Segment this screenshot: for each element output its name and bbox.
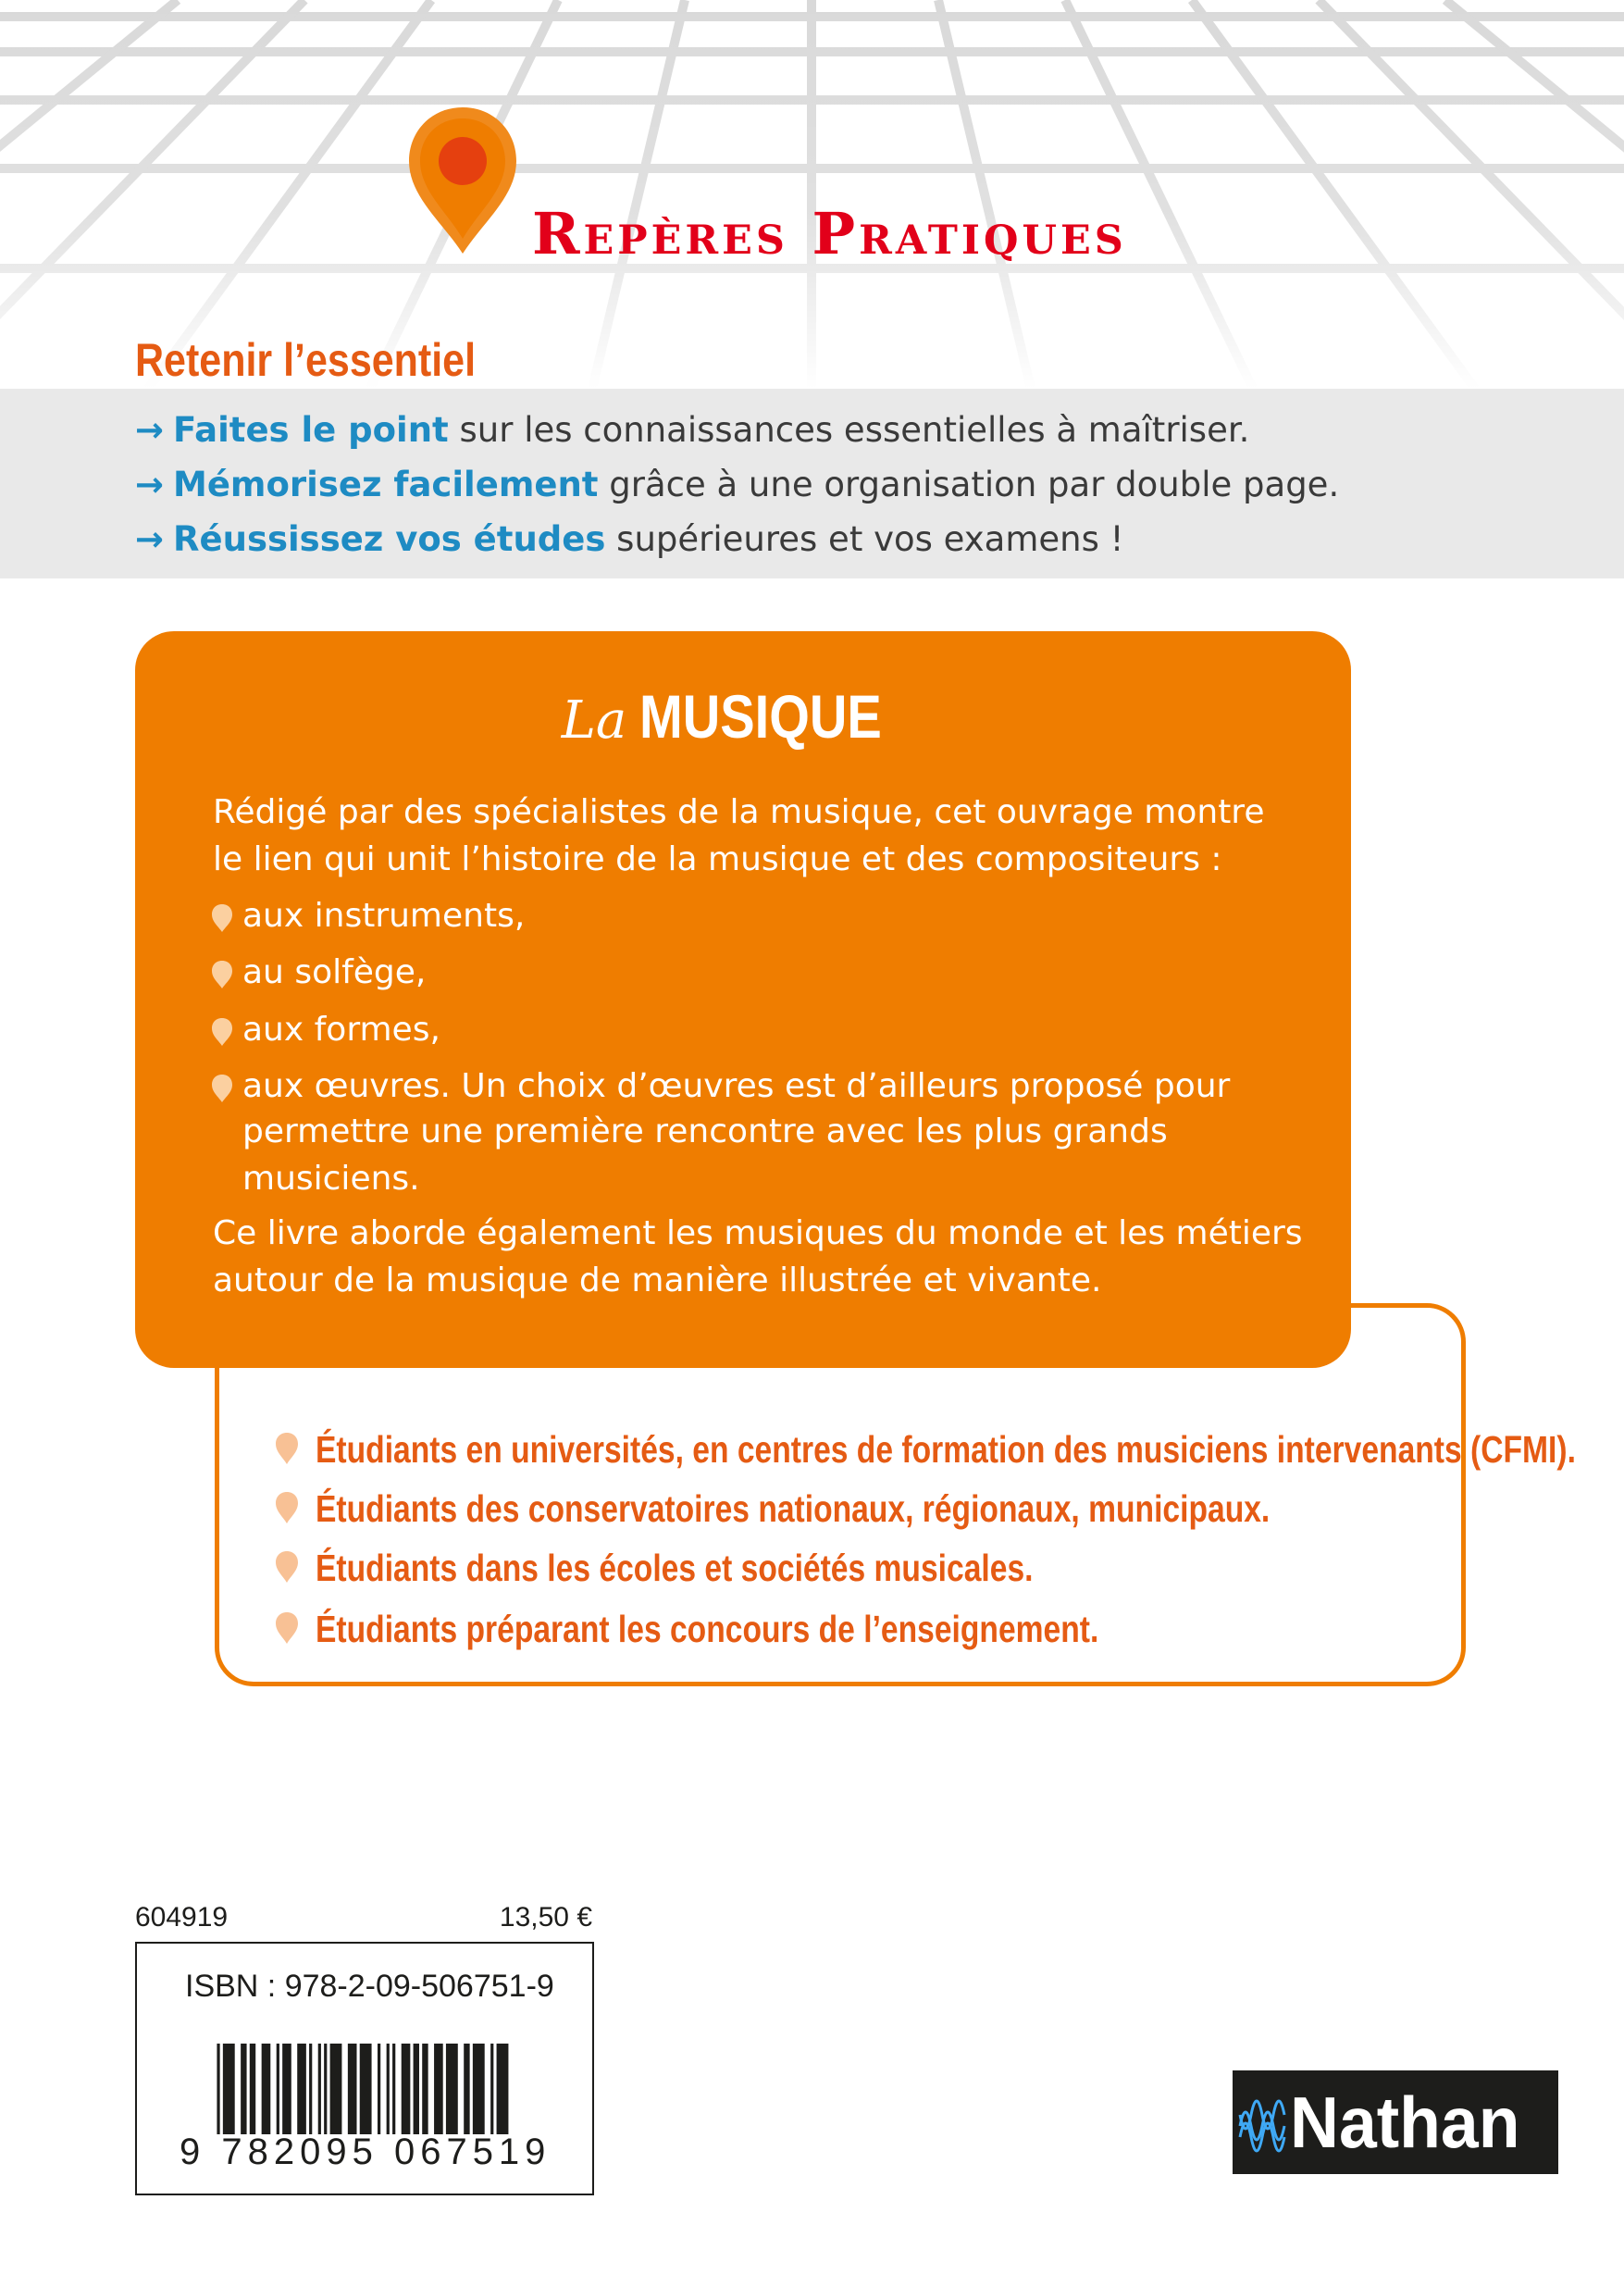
publisher-logo <box>1233 2070 1558 2174</box>
barcode-bar <box>464 2044 469 2134</box>
bullet-pin-icon <box>211 1074 233 1103</box>
book-summary-card <box>135 631 1351 1368</box>
benefit-highlight: Mémorisez facilement <box>173 465 599 504</box>
barcode-bar <box>324 2044 327 2134</box>
section-heading: Retenir l’essentiel <box>135 334 477 386</box>
bullet-pin-icon <box>275 1611 299 1645</box>
barcode-bar <box>348 2044 357 2134</box>
barcode-bar <box>223 2044 235 2134</box>
barcode-digits: 9 782095 067519 <box>180 2132 552 2172</box>
series-title: Repères Pratiques <box>532 200 1127 267</box>
bullet-pin-icon <box>211 903 233 933</box>
barcode-bar <box>378 2044 380 2134</box>
benefit-highlight: Réussissez vos études <box>173 519 606 559</box>
summary-bullet-text: aux formes, <box>242 1011 440 1049</box>
audience-item-text: Étudiants dans les écoles et sociétés musicales. <box>316 1547 1034 1589</box>
summary-intro-line: Rédigé par des spécialistes de la musique, cet ouvrage montre <box>213 793 1265 831</box>
barcode-bar <box>490 2044 493 2134</box>
barcode-bar <box>241 2044 246 2134</box>
barcode-bar <box>402 2044 411 2134</box>
barcode-bar <box>282 2044 291 2134</box>
barcode-bar <box>497 2044 509 2134</box>
audience-item-text: Étudiants préparant les concours de l’enseignement. <box>316 1608 1099 1650</box>
summary-bullet-text: au solfège, <box>242 953 427 991</box>
benefit-text: grâce à une organisation par double page. <box>598 465 1340 504</box>
benefit-text: sur les connaissances essentielles à maîtriser. <box>448 410 1250 450</box>
barcode-bar <box>318 2044 321 2134</box>
price-label: 13,50 € <box>499 1902 592 1933</box>
barcode-bar <box>360 2044 372 2134</box>
barcode-bar <box>309 2044 312 2134</box>
barcode-bar <box>262 2044 271 2134</box>
book-title-main: MUSIQUE <box>639 682 883 751</box>
bullet-pin-icon <box>275 1550 299 1584</box>
benefit-item <box>135 514 1123 566</box>
barcode-frame <box>135 1942 594 2195</box>
audience-item-text: Étudiants des conservatoires nationaux, régionaux, municipaux. <box>316 1487 1271 1530</box>
map-pin-icon <box>405 104 520 256</box>
barcode-bar <box>446 2044 458 2134</box>
barcode-bar <box>277 2044 279 2134</box>
summary-intro-line: le lien qui unit l’histoire de la musique et des compositeurs : <box>213 840 1222 878</box>
publisher-name: Nathan <box>1290 2082 1520 2163</box>
benefit-text: supérieures et vos examens ! <box>605 519 1124 559</box>
barcode-bar <box>434 2044 443 2134</box>
bullet-pin-icon <box>211 1017 233 1047</box>
barcode-bar <box>330 2044 342 2134</box>
book-title-prefix: La <box>561 690 627 751</box>
product-reference: 604919 <box>135 1902 229 1933</box>
bullet-pin-icon <box>275 1491 299 1524</box>
barcode-bar <box>473 2044 485 2134</box>
barcode-bar <box>422 2044 428 2134</box>
barcode-bar <box>414 2044 419 2134</box>
bullet-pin-icon <box>211 960 233 989</box>
barcode-bar <box>387 2044 390 2134</box>
arrow-right-icon: → <box>135 410 165 450</box>
barcode-bar <box>297 2044 306 2134</box>
summary-bullet-continuation: permettre une première rencontre avec les plus grands <box>242 1112 1168 1150</box>
summary-bullet-continuation: musiciens. <box>242 1160 420 1198</box>
arrow-right-icon: → <box>135 465 165 504</box>
summary-bullet-text: aux instruments, <box>242 897 526 935</box>
publisher-logo-icon <box>1236 2089 1292 2163</box>
bullet-pin-icon <box>275 1432 299 1465</box>
benefit-item <box>135 459 1339 511</box>
benefit-item <box>135 404 1249 456</box>
summary-outro-line: autour de la musique de manière illustrée et vivante. <box>213 1262 1102 1299</box>
barcode-bar <box>392 2044 395 2134</box>
barcode-bar <box>250 2044 255 2134</box>
barcode-bar <box>217 2044 219 2134</box>
book-title <box>135 679 1351 770</box>
header-grid-background <box>0 0 1624 389</box>
arrow-right-icon: → <box>135 519 165 559</box>
benefit-highlight: Faites le point <box>173 410 449 450</box>
summary-outro-line: Ce livre aborde également les musiques du monde et les métiers <box>213 1214 1303 1252</box>
isbn-label: ISBN : 978-2-09-506751-9 <box>185 1969 554 2004</box>
summary-bullet-text: aux œuvres. Un choix d’œuvres est d’ailleurs proposé pour <box>242 1067 1231 1105</box>
barcode-icon <box>211 2044 544 2134</box>
audience-item-text: Étudiants en universités, en centres de formation des musiciens intervenants (CFMI). <box>316 1428 1576 1471</box>
